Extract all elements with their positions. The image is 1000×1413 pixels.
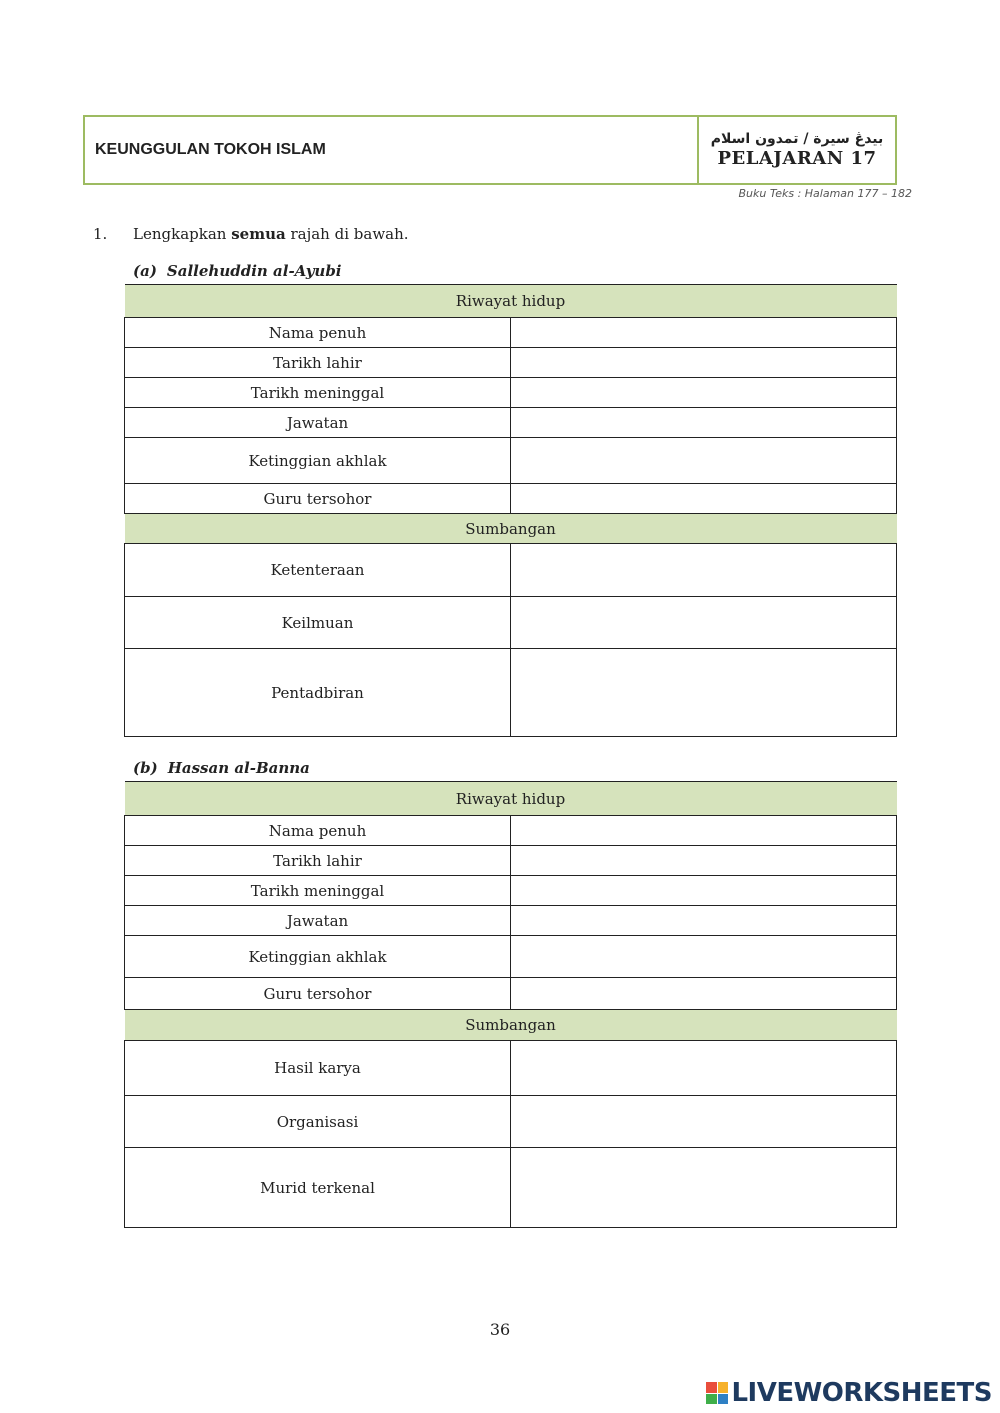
answer-cell[interactable] — [511, 978, 897, 1010]
row-label: Nama penuh — [125, 318, 511, 348]
answer-cell[interactable] — [511, 438, 897, 484]
row-label: Organisasi — [125, 1096, 511, 1148]
lesson-header — [83, 115, 897, 185]
answer-cell[interactable] — [511, 378, 897, 408]
row-label: Jawatan — [125, 906, 511, 936]
row-label: Hasil karya — [125, 1041, 511, 1096]
answer-cell[interactable] — [511, 1041, 897, 1096]
answer-cell[interactable] — [511, 484, 897, 514]
row-label: Ketinggian akhlak — [125, 438, 511, 484]
topic-title: KEUNGGULAN TOKOH ISLAM — [95, 141, 326, 158]
answer-cell[interactable] — [511, 408, 897, 438]
answer-cell[interactable] — [511, 348, 897, 378]
answer-cell[interactable] — [511, 318, 897, 348]
answer-cell[interactable] — [511, 649, 897, 737]
brand-watermark — [706, 1378, 992, 1408]
row-label: Guru tersohor — [125, 484, 511, 514]
sumbangan-header: Sumbangan — [125, 514, 897, 544]
row-label: Tarikh lahir — [125, 846, 511, 876]
sumbangan-header: Sumbangan — [125, 1010, 897, 1041]
section-a-table — [124, 284, 897, 737]
answer-cell[interactable] — [511, 936, 897, 978]
brand-name: LIVEWORKSHEETS — [731, 1378, 992, 1408]
answer-cell[interactable] — [511, 906, 897, 936]
answer-cell[interactable] — [511, 597, 897, 649]
row-label: Ketinggian akhlak — [125, 936, 511, 978]
answer-cell[interactable] — [511, 816, 897, 846]
section-a-title: (a) Sallehuddin al-Ayubi — [133, 262, 342, 280]
liveworksheets-logo-icon — [706, 1382, 728, 1404]
row-label: Keilmuan — [125, 597, 511, 649]
answer-cell[interactable] — [511, 1096, 897, 1148]
row-label: Pentadbiran — [125, 649, 511, 737]
section-b-title: (b) Hassan al-Banna — [133, 759, 310, 777]
lesson-badge — [697, 117, 895, 183]
book-reference: Buku Teks : Halaman 177 – 182 — [738, 187, 912, 200]
answer-cell[interactable] — [511, 846, 897, 876]
riwayat-header: Riwayat hidup — [125, 285, 897, 318]
arabic-subtitle: بيدڠ سيرة / تمدون اسلام — [710, 130, 884, 147]
question-number: 1. — [93, 225, 108, 243]
question-1 — [93, 225, 409, 243]
row-label: Guru tersohor — [125, 978, 511, 1010]
question-text: Lengkapkan semua rajah di bawah. — [133, 225, 409, 243]
row-label: Ketenteraan — [125, 544, 511, 597]
row-label: Nama penuh — [125, 816, 511, 846]
row-label: Tarikh meninggal — [125, 378, 511, 408]
answer-cell[interactable] — [511, 876, 897, 906]
row-label: Murid terkenal — [125, 1148, 511, 1228]
lesson-number: PELAJARAN 17 — [717, 147, 877, 169]
section-b-table — [124, 781, 897, 1228]
row-label: Tarikh meninggal — [125, 876, 511, 906]
riwayat-header: Riwayat hidup — [125, 782, 897, 816]
row-label: Tarikh lahir — [125, 348, 511, 378]
answer-cell[interactable] — [511, 544, 897, 597]
page-number: 36 — [489, 1320, 511, 1339]
row-label: Jawatan — [125, 408, 511, 438]
answer-cell[interactable] — [511, 1148, 897, 1228]
